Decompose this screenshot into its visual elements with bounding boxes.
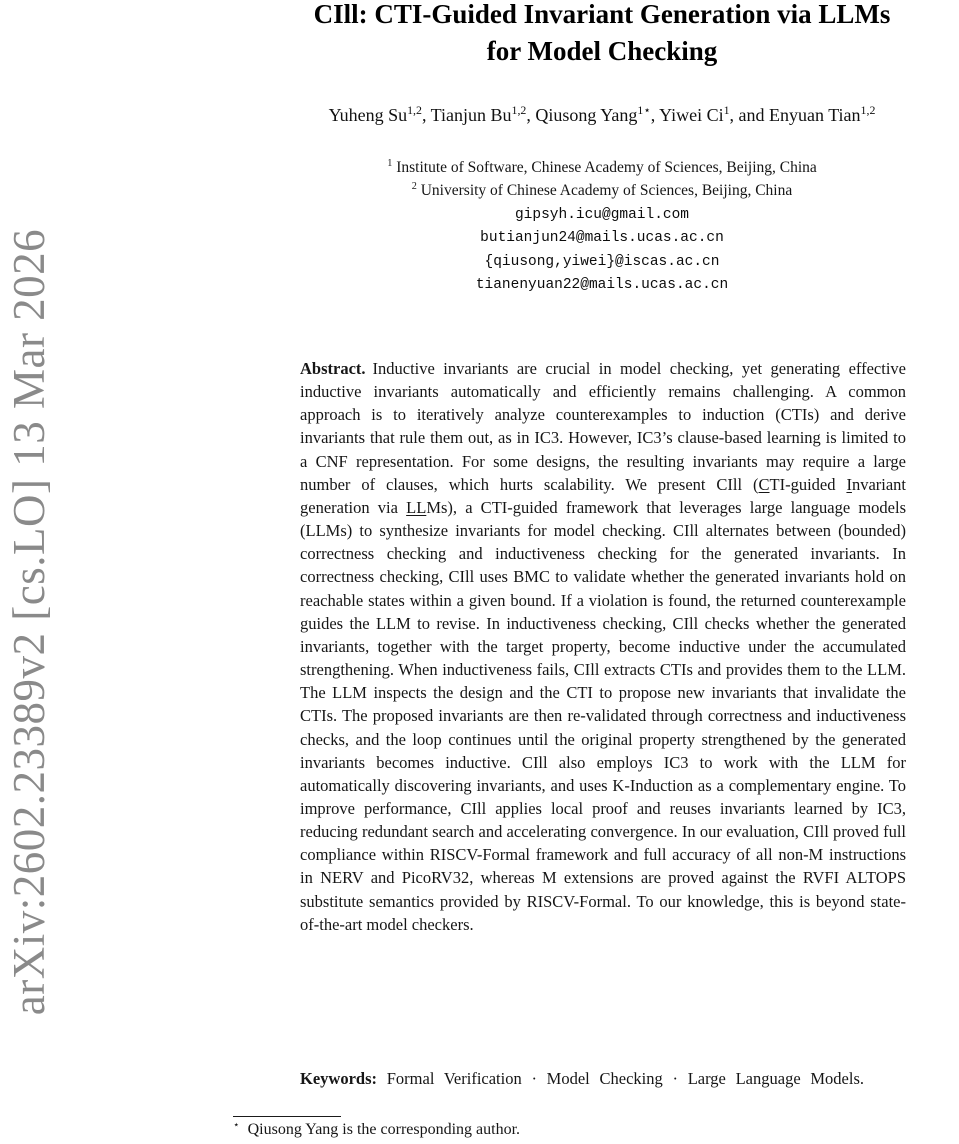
affiliation-marker: 2 bbox=[411, 180, 417, 192]
affiliation-line bbox=[387, 179, 817, 202]
affiliation-text: University of Chinese Academy of Sciences, Beijing, China bbox=[416, 182, 793, 199]
paper-title-line1: CIll: CTI-Guided Invariant Generation via LLMs bbox=[313, 0, 891, 29]
emails-block bbox=[476, 204, 728, 297]
email-line: tianenyuan22@mails.ucas.ac.cn bbox=[475, 276, 729, 293]
abstract-label: Abstract. bbox=[300, 359, 366, 378]
abstract-text: Inductive invariants are crucial in model checking, yet generating effective inductive invariants automatically and efficiently remains challenging. A common approach is to iteratively analyze counterexamples to induction (CTIs) and derive invariants that rule them out, as in IC3. However, IC3’s clause-based learning is limited to a CNF representation. For some designs, the resulting invariants may require a large number of clauses, which hurts scalability. We present CIll (CTI-guided Invariant generation via LLMs), a CTI-guided framework that leverages large language models (LLMs) to synthesize invariants for model checking. CIll alternates between (bounded) correctness checking and inductiveness checking for the generated invariants. In correctness checking, CIll uses BMC to validate whether the generated invariants hold on reachable states within a given bound. If a violation is found, the returned counterexample guides the LLM to revise. In inductiveness checking, CIll checks whether the generated invariants, together with the target property, become inductive under the accumulated strengthening. When inductiveness fails, CIll extracts CTIs and provides them to the LLM. The LLM inspects the design and the CTI to propose new invariants that invalidate the CTIs. The proposed invariants are then re-validated through correctness and inductiveness checks, and the loop continues until the original property strengthened by the generated invariants becomes inductive. CIll also employs IC3 to work with the LLM for automatically discovering invariants, and uses K-Induction as a complementary engine. To improve performance, CIll applies local proof and reuses invariants learned by IC3, reducing redundant search and accelerating convergence. In our evaluation, CIll proved full compliance within RISCV-Formal framework and full accuracy of all non-M instructions in NERV and PicoRV32, whereas M extensions are proved against the RVFI ALTOPS substitute semantics provided by RISCV-Formal. To our knowledge, this is beyond state-of-the-art model checkers. bbox=[300, 359, 906, 934]
affiliations-block bbox=[387, 156, 817, 202]
arxiv-watermark: arXiv:2602.23389v2 [cs.LO] 13 Mar 2026 bbox=[4, 228, 54, 1016]
affiliation-marker: 1 bbox=[387, 157, 393, 169]
paper-title-line2: for Model Checking bbox=[486, 36, 718, 66]
paper-title bbox=[314, 0, 891, 70]
authors-line: Yuheng Su$^{1,2}$, Tianjun Bu$^{1,2}$, Qiusong Yang$^{1⋆}$, Yiwei Ci$^1$, and Enyuan Tian$^{1,2}$ bbox=[328, 103, 876, 125]
footnote bbox=[233, 1121, 923, 1139]
footnote-rule bbox=[233, 1116, 341, 1117]
keywords-text: Formal Verification · Model Checking · Large Language Models. bbox=[377, 1069, 865, 1088]
affiliation-line bbox=[387, 156, 817, 179]
affiliation-text: Institute of Software, Chinese Academy of Sciences, Beijing, China bbox=[392, 159, 817, 176]
keywords-section bbox=[300, 1067, 906, 1090]
footnote-text: Qiusong Yang is the corresponding author. bbox=[243, 1121, 521, 1138]
email-line: {qiusong,yiwei}@iscas.ac.cn bbox=[484, 253, 720, 270]
abstract-section bbox=[300, 357, 906, 936]
email-line: butianjun24@mails.ucas.ac.cn bbox=[480, 230, 724, 247]
email-line: gipsyh.icu@gmail.com bbox=[514, 207, 690, 223]
keywords-label: Keywords: bbox=[300, 1069, 377, 1088]
footnote-marker: ⋆ bbox=[233, 1119, 240, 1131]
